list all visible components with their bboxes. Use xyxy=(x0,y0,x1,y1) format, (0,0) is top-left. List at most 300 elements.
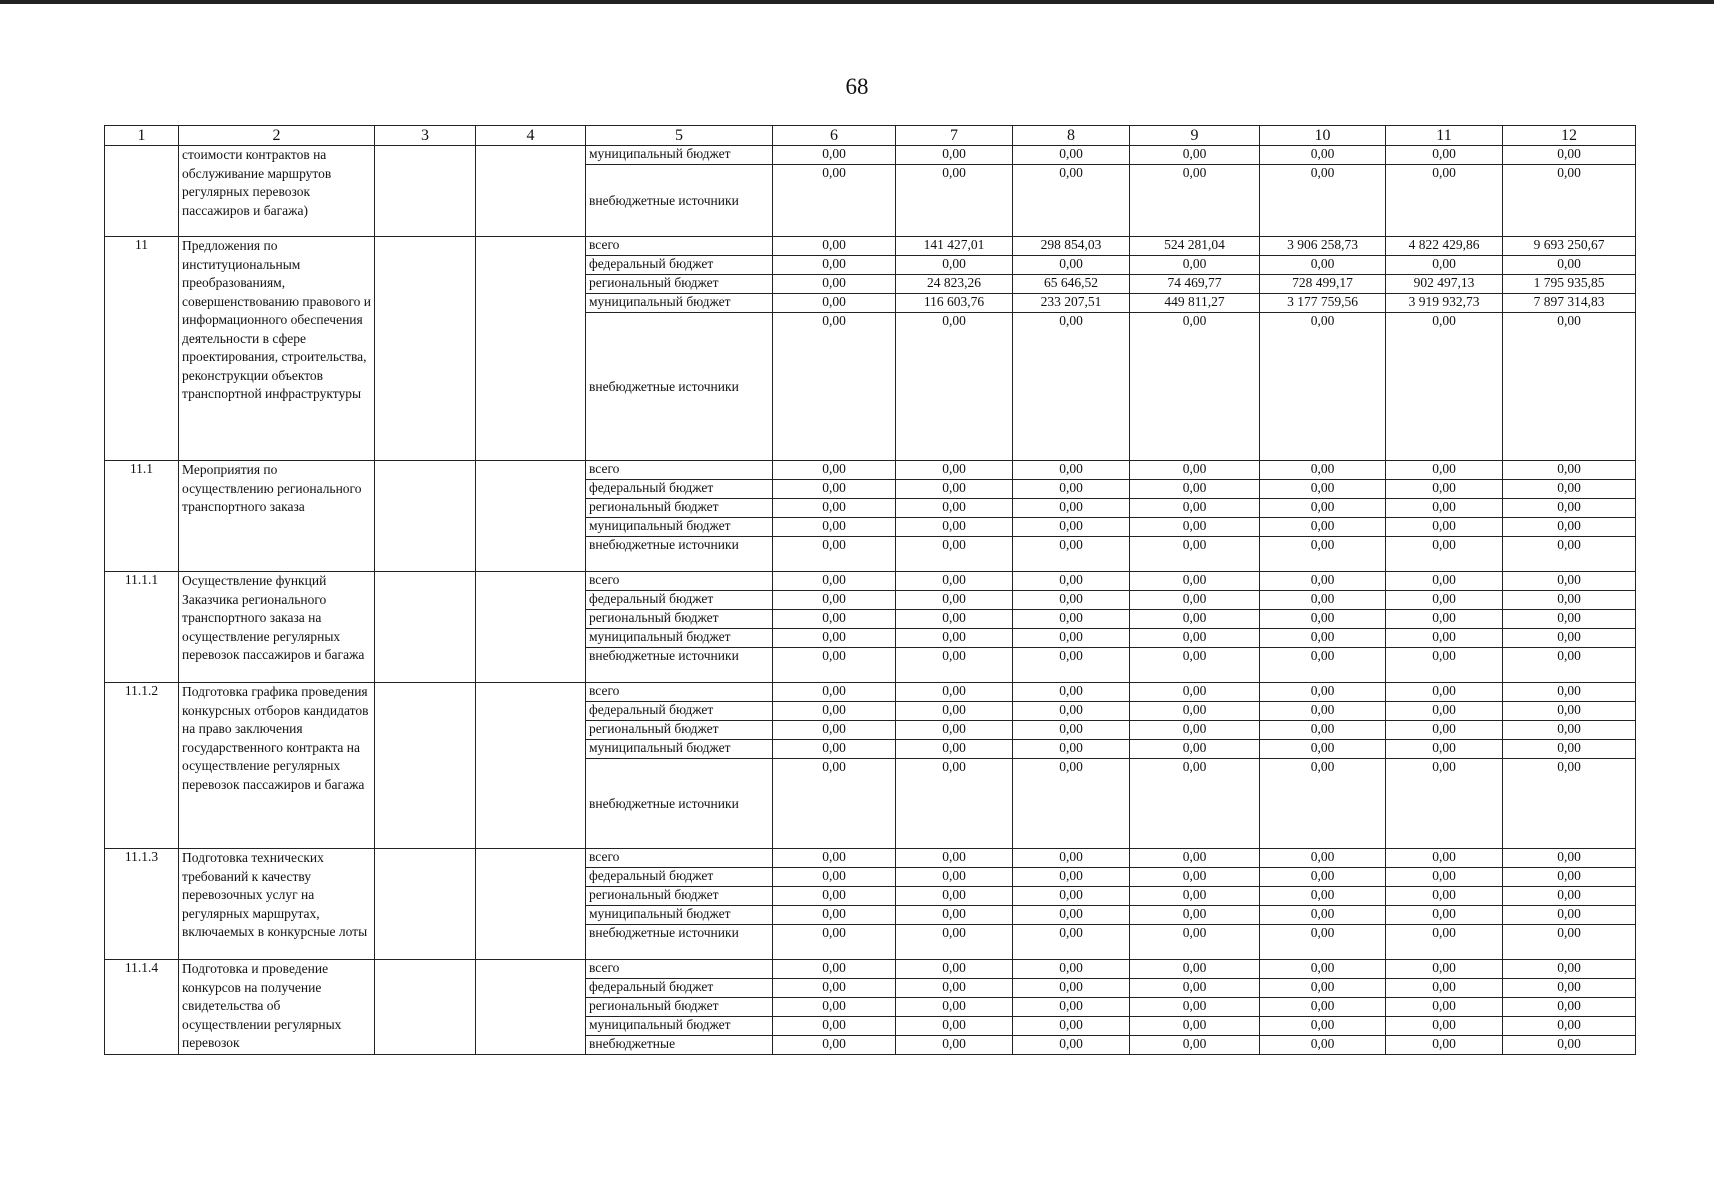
value-cell: 0,00 xyxy=(1386,313,1503,461)
value-cell: 0,00 xyxy=(896,313,1013,461)
value-cell: 0,00 xyxy=(896,868,1013,887)
funding-source: всего xyxy=(586,683,773,702)
value-cell: 0,00 xyxy=(773,275,896,294)
value-cell: 0,00 xyxy=(1130,721,1260,740)
value-cell: 0,00 xyxy=(1013,979,1130,998)
value-cell: 0,00 xyxy=(1260,480,1386,499)
value-cell: 0,00 xyxy=(1503,537,1636,572)
value-cell: 0,00 xyxy=(1013,461,1130,480)
value-cell: 0,00 xyxy=(1130,146,1260,165)
funding-source: муниципальный бюджет xyxy=(586,629,773,648)
value-cell: 0,00 xyxy=(1386,610,1503,629)
value-cell: 0,00 xyxy=(1260,165,1386,237)
value-cell: 0,00 xyxy=(1503,499,1636,518)
value-cell: 0,00 xyxy=(1130,868,1260,887)
item-number: 11.1.1 xyxy=(105,572,179,683)
value-cell: 0,00 xyxy=(773,849,896,868)
value-cell: 0,00 xyxy=(1503,518,1636,537)
value-cell: 0,00 xyxy=(896,960,1013,979)
value-cell: 3 177 759,56 xyxy=(1260,294,1386,313)
value-cell: 0,00 xyxy=(896,759,1013,849)
value-cell: 0,00 xyxy=(1130,165,1260,237)
value-cell: 0,00 xyxy=(1260,537,1386,572)
funding-source: региональный бюджет xyxy=(586,998,773,1017)
value-cell: 0,00 xyxy=(1260,925,1386,960)
value-cell: 0,00 xyxy=(1013,480,1130,499)
value-cell: 0,00 xyxy=(1503,313,1636,461)
value-cell: 0,00 xyxy=(773,294,896,313)
table-row xyxy=(105,960,1636,979)
value-cell: 0,00 xyxy=(1260,906,1386,925)
column-3-cell xyxy=(375,572,476,683)
value-cell: 0,00 xyxy=(896,740,1013,759)
value-cell: 449 811,27 xyxy=(1130,294,1260,313)
value-cell: 0,00 xyxy=(1013,1036,1130,1055)
value-cell: 0,00 xyxy=(896,256,1013,275)
value-cell: 0,00 xyxy=(1386,960,1503,979)
value-cell: 0,00 xyxy=(1503,740,1636,759)
funding-source: федеральный бюджет xyxy=(586,591,773,610)
value-cell: 0,00 xyxy=(1503,721,1636,740)
value-cell: 0,00 xyxy=(1013,925,1130,960)
funding-source: муниципальный бюджет xyxy=(586,518,773,537)
value-cell: 0,00 xyxy=(1386,480,1503,499)
column-header: 3 xyxy=(375,126,476,146)
column-header: 10 xyxy=(1260,126,1386,146)
value-cell: 0,00 xyxy=(1503,759,1636,849)
value-cell: 0,00 xyxy=(1503,960,1636,979)
column-header: 8 xyxy=(1013,126,1130,146)
value-cell: 0,00 xyxy=(1013,868,1130,887)
value-cell: 0,00 xyxy=(1130,887,1260,906)
value-cell: 0,00 xyxy=(896,146,1013,165)
value-cell: 0,00 xyxy=(1130,256,1260,275)
value-cell: 0,00 xyxy=(1013,1017,1130,1036)
value-cell: 0,00 xyxy=(773,998,896,1017)
value-cell: 0,00 xyxy=(1130,702,1260,721)
item-name: Подготовка графика проведения конкурсных отборов кандидатов на право заключения государственного контракта на осуществление регулярных перевозок пассажиров и багажа xyxy=(179,683,375,849)
table-row xyxy=(105,849,1636,868)
value-cell: 0,00 xyxy=(896,591,1013,610)
value-cell: 141 427,01 xyxy=(896,237,1013,256)
column-header: 7 xyxy=(896,126,1013,146)
value-cell: 0,00 xyxy=(1260,610,1386,629)
value-cell: 0,00 xyxy=(1013,572,1130,591)
table-row xyxy=(105,572,1636,591)
value-cell: 0,00 xyxy=(773,759,896,849)
value-cell: 0,00 xyxy=(1503,1036,1636,1055)
column-3-cell xyxy=(375,146,476,237)
value-cell: 0,00 xyxy=(1386,906,1503,925)
value-cell: 0,00 xyxy=(1260,721,1386,740)
value-cell: 0,00 xyxy=(1260,591,1386,610)
value-cell: 0,00 xyxy=(773,499,896,518)
item-name: Мероприятия по осуществлению регионального транспортного заказа xyxy=(179,461,375,572)
value-cell: 0,00 xyxy=(1386,849,1503,868)
value-cell: 0,00 xyxy=(1260,461,1386,480)
value-cell: 0,00 xyxy=(896,998,1013,1017)
value-cell: 0,00 xyxy=(1130,849,1260,868)
value-cell: 0,00 xyxy=(896,906,1013,925)
value-cell: 0,00 xyxy=(1260,868,1386,887)
value-cell: 0,00 xyxy=(1130,759,1260,849)
funding-source: внебюджетные источники xyxy=(586,537,773,572)
value-cell: 9 693 250,67 xyxy=(1503,237,1636,256)
item-number: 11.1.2 xyxy=(105,683,179,849)
funding-source: внебюджетные источники xyxy=(586,165,773,237)
value-cell: 0,00 xyxy=(1386,629,1503,648)
value-cell: 0,00 xyxy=(1260,740,1386,759)
column-4-cell xyxy=(476,461,586,572)
value-cell: 0,00 xyxy=(1503,998,1636,1017)
funding-source: всего xyxy=(586,461,773,480)
funding-source: муниципальный бюджет xyxy=(586,294,773,313)
value-cell: 0,00 xyxy=(773,1017,896,1036)
value-cell: 0,00 xyxy=(773,537,896,572)
value-cell: 0,00 xyxy=(896,499,1013,518)
column-3-cell xyxy=(375,461,476,572)
value-cell: 0,00 xyxy=(1386,998,1503,1017)
column-header: 1 xyxy=(105,126,179,146)
item-number: 11.1 xyxy=(105,461,179,572)
column-4-cell xyxy=(476,960,586,1055)
value-cell: 0,00 xyxy=(1260,1017,1386,1036)
value-cell: 0,00 xyxy=(773,146,896,165)
column-4-cell xyxy=(476,146,586,237)
value-cell: 0,00 xyxy=(1386,1036,1503,1055)
value-cell: 0,00 xyxy=(1260,629,1386,648)
value-cell: 0,00 xyxy=(1503,629,1636,648)
value-cell: 0,00 xyxy=(1013,499,1130,518)
value-cell: 1 795 935,85 xyxy=(1503,275,1636,294)
value-cell: 0,00 xyxy=(1386,572,1503,591)
value-cell: 0,00 xyxy=(773,925,896,960)
value-cell: 0,00 xyxy=(896,629,1013,648)
column-3-cell xyxy=(375,237,476,461)
value-cell: 0,00 xyxy=(773,629,896,648)
value-cell: 0,00 xyxy=(896,165,1013,237)
funding-source: всего xyxy=(586,572,773,591)
funding-source: федеральный бюджет xyxy=(586,979,773,998)
value-cell: 0,00 xyxy=(1386,648,1503,683)
value-cell: 0,00 xyxy=(896,1036,1013,1055)
value-cell: 0,00 xyxy=(773,256,896,275)
value-cell: 0,00 xyxy=(1130,518,1260,537)
value-cell: 524 281,04 xyxy=(1130,237,1260,256)
value-cell: 0,00 xyxy=(1503,256,1636,275)
value-cell: 0,00 xyxy=(773,518,896,537)
value-cell: 116 603,76 xyxy=(896,294,1013,313)
value-cell: 0,00 xyxy=(773,740,896,759)
value-cell: 3 919 932,73 xyxy=(1386,294,1503,313)
value-cell: 0,00 xyxy=(1130,683,1260,702)
value-cell: 0,00 xyxy=(1386,740,1503,759)
value-cell: 0,00 xyxy=(896,721,1013,740)
value-cell: 0,00 xyxy=(1013,648,1130,683)
value-cell: 0,00 xyxy=(1130,629,1260,648)
value-cell: 0,00 xyxy=(773,461,896,480)
value-cell: 0,00 xyxy=(896,518,1013,537)
value-cell: 0,00 xyxy=(1503,146,1636,165)
value-cell: 0,00 xyxy=(1013,537,1130,572)
value-cell: 0,00 xyxy=(1386,256,1503,275)
value-cell: 0,00 xyxy=(1130,740,1260,759)
item-number: 11.1.4 xyxy=(105,960,179,1055)
value-cell: 0,00 xyxy=(896,979,1013,998)
value-cell: 0,00 xyxy=(1130,313,1260,461)
value-cell: 0,00 xyxy=(1130,610,1260,629)
value-cell: 0,00 xyxy=(1130,461,1260,480)
value-cell: 902 497,13 xyxy=(1386,275,1503,294)
value-cell: 0,00 xyxy=(1503,1017,1636,1036)
item-number xyxy=(105,146,179,237)
item-name: Подготовка и проведение конкурсов на получение свидетельства об осуществлении регулярных перевозок xyxy=(179,960,375,1055)
value-cell: 0,00 xyxy=(896,1017,1013,1036)
funding-source: муниципальный бюджет xyxy=(586,146,773,165)
value-cell: 0,00 xyxy=(1386,702,1503,721)
value-cell: 0,00 xyxy=(1130,499,1260,518)
value-cell: 0,00 xyxy=(896,610,1013,629)
value-cell: 0,00 xyxy=(1503,702,1636,721)
value-cell: 0,00 xyxy=(1386,518,1503,537)
value-cell: 0,00 xyxy=(773,702,896,721)
value-cell: 0,00 xyxy=(1260,313,1386,461)
value-cell: 0,00 xyxy=(1260,759,1386,849)
value-cell: 0,00 xyxy=(1503,591,1636,610)
value-cell: 0,00 xyxy=(1013,906,1130,925)
value-cell: 0,00 xyxy=(1386,1017,1503,1036)
funding-source: всего xyxy=(586,960,773,979)
funding-source: всего xyxy=(586,849,773,868)
column-header: 11 xyxy=(1386,126,1503,146)
value-cell: 0,00 xyxy=(773,721,896,740)
item-name: Предложения по институциональным преобразованиям, совершенствованию правового и информационного обеспечения деятельности в сфере проектирования, строительства, реконструкции объектов транспортной инфраструктуры xyxy=(179,237,375,461)
funding-source: муниципальный бюджет xyxy=(586,740,773,759)
value-cell: 0,00 xyxy=(1130,648,1260,683)
value-cell: 0,00 xyxy=(1013,165,1130,237)
value-cell: 0,00 xyxy=(1013,629,1130,648)
value-cell: 0,00 xyxy=(773,313,896,461)
value-cell: 0,00 xyxy=(1013,887,1130,906)
column-4-cell xyxy=(476,572,586,683)
value-cell: 0,00 xyxy=(1260,648,1386,683)
value-cell: 0,00 xyxy=(773,1036,896,1055)
value-cell: 0,00 xyxy=(896,648,1013,683)
value-cell: 0,00 xyxy=(1130,572,1260,591)
value-cell: 0,00 xyxy=(1386,146,1503,165)
funding-source: внебюджетные источники xyxy=(586,759,773,849)
value-cell: 0,00 xyxy=(1013,702,1130,721)
value-cell: 0,00 xyxy=(896,572,1013,591)
value-cell: 0,00 xyxy=(1503,165,1636,237)
funding-source: всего xyxy=(586,237,773,256)
value-cell: 0,00 xyxy=(1013,610,1130,629)
value-cell: 0,00 xyxy=(1503,610,1636,629)
value-cell: 0,00 xyxy=(1130,1017,1260,1036)
value-cell: 3 906 258,73 xyxy=(1260,237,1386,256)
column-3-cell xyxy=(375,960,476,1055)
column-header: 6 xyxy=(773,126,896,146)
budget-table xyxy=(104,125,1636,1055)
item-number: 11 xyxy=(105,237,179,461)
value-cell: 0,00 xyxy=(1130,960,1260,979)
item-name: Осуществление функций Заказчика регионального транспортного заказа на осуществление регулярных перевозок пассажиров и багажа xyxy=(179,572,375,683)
funding-source: муниципальный бюджет xyxy=(586,1017,773,1036)
column-number-row xyxy=(105,126,1636,146)
funding-source: внебюджетные источники xyxy=(586,313,773,461)
value-cell: 0,00 xyxy=(1386,925,1503,960)
value-cell: 0,00 xyxy=(773,887,896,906)
value-cell: 0,00 xyxy=(1503,868,1636,887)
funding-source: региональный бюджет xyxy=(586,499,773,518)
value-cell: 0,00 xyxy=(1386,165,1503,237)
value-cell: 0,00 xyxy=(896,480,1013,499)
value-cell: 0,00 xyxy=(896,702,1013,721)
value-cell: 0,00 xyxy=(1503,849,1636,868)
value-cell: 0,00 xyxy=(773,648,896,683)
value-cell: 0,00 xyxy=(896,849,1013,868)
column-header: 4 xyxy=(476,126,586,146)
value-cell: 0,00 xyxy=(1503,979,1636,998)
value-cell: 0,00 xyxy=(1503,906,1636,925)
funding-source: внебюджетные источники xyxy=(586,648,773,683)
value-cell: 0,00 xyxy=(1503,683,1636,702)
value-cell: 0,00 xyxy=(1130,1036,1260,1055)
value-cell: 0,00 xyxy=(1260,499,1386,518)
value-cell: 0,00 xyxy=(1260,518,1386,537)
value-cell: 0,00 xyxy=(1386,979,1503,998)
value-cell: 0,00 xyxy=(773,480,896,499)
value-cell: 0,00 xyxy=(1013,721,1130,740)
value-cell: 0,00 xyxy=(1260,572,1386,591)
value-cell: 0,00 xyxy=(1260,256,1386,275)
value-cell: 0,00 xyxy=(1013,256,1130,275)
funding-source: региональный бюджет xyxy=(586,887,773,906)
value-cell: 0,00 xyxy=(1013,518,1130,537)
value-cell: 0,00 xyxy=(1386,868,1503,887)
column-header: 5 xyxy=(586,126,773,146)
value-cell: 0,00 xyxy=(1013,960,1130,979)
value-cell: 0,00 xyxy=(1013,740,1130,759)
value-cell: 0,00 xyxy=(1013,849,1130,868)
table-row xyxy=(105,146,1636,165)
value-cell: 24 823,26 xyxy=(896,275,1013,294)
value-cell: 0,00 xyxy=(1503,480,1636,499)
funding-source: внебюджетные источники xyxy=(586,925,773,960)
value-cell: 0,00 xyxy=(1386,461,1503,480)
value-cell: 0,00 xyxy=(773,868,896,887)
value-cell: 0,00 xyxy=(773,165,896,237)
value-cell: 0,00 xyxy=(1130,537,1260,572)
value-cell: 0,00 xyxy=(1013,591,1130,610)
table-row xyxy=(105,683,1636,702)
value-cell: 0,00 xyxy=(1503,572,1636,591)
top-rule xyxy=(0,0,1714,4)
value-cell: 65 646,52 xyxy=(1013,275,1130,294)
funding-source: федеральный бюджет xyxy=(586,868,773,887)
table-body xyxy=(105,146,1636,1055)
value-cell: 0,00 xyxy=(1013,759,1130,849)
funding-source: внебюджетные xyxy=(586,1036,773,1055)
value-cell: 0,00 xyxy=(896,683,1013,702)
value-cell: 0,00 xyxy=(1130,979,1260,998)
value-cell: 0,00 xyxy=(1260,683,1386,702)
value-cell: 0,00 xyxy=(773,610,896,629)
column-header: 12 xyxy=(1503,126,1636,146)
value-cell: 0,00 xyxy=(1130,591,1260,610)
funding-source: федеральный бюджет xyxy=(586,480,773,499)
funding-source: муниципальный бюджет xyxy=(586,906,773,925)
value-cell: 0,00 xyxy=(1260,702,1386,721)
value-cell: 4 822 429,86 xyxy=(1386,237,1503,256)
value-cell: 0,00 xyxy=(1130,998,1260,1017)
value-cell: 0,00 xyxy=(1386,537,1503,572)
value-cell: 0,00 xyxy=(1013,313,1130,461)
value-cell: 298 854,03 xyxy=(1013,237,1130,256)
value-cell: 0,00 xyxy=(1260,849,1386,868)
column-header: 9 xyxy=(1130,126,1260,146)
page-number: 68 xyxy=(845,74,869,99)
value-cell: 7 897 314,83 xyxy=(1503,294,1636,313)
value-cell: 0,00 xyxy=(896,461,1013,480)
table-row xyxy=(105,237,1636,256)
value-cell: 0,00 xyxy=(1503,925,1636,960)
value-cell: 728 499,17 xyxy=(1260,275,1386,294)
value-cell: 0,00 xyxy=(1260,887,1386,906)
value-cell: 0,00 xyxy=(1386,591,1503,610)
value-cell: 0,00 xyxy=(1503,887,1636,906)
value-cell: 233 207,51 xyxy=(1013,294,1130,313)
value-cell: 0,00 xyxy=(773,572,896,591)
funding-source: региональный бюджет xyxy=(586,610,773,629)
value-cell: 0,00 xyxy=(773,683,896,702)
value-cell: 0,00 xyxy=(773,906,896,925)
value-cell: 0,00 xyxy=(1130,925,1260,960)
column-4-cell xyxy=(476,683,586,849)
funding-source: федеральный бюджет xyxy=(586,702,773,721)
value-cell: 0,00 xyxy=(773,591,896,610)
value-cell: 0,00 xyxy=(896,537,1013,572)
column-3-cell xyxy=(375,849,476,960)
column-4-cell xyxy=(476,237,586,461)
value-cell: 0,00 xyxy=(896,925,1013,960)
value-cell: 0,00 xyxy=(1503,648,1636,683)
value-cell: 0,00 xyxy=(1386,759,1503,849)
column-4-cell xyxy=(476,849,586,960)
item-number: 11.1.3 xyxy=(105,849,179,960)
item-name: Подготовка технических требований к качеству перевозочных услуг на регулярных маршрутах, включаемых в конкурсные лоты xyxy=(179,849,375,960)
funding-source: федеральный бюджет xyxy=(586,256,773,275)
value-cell: 0,00 xyxy=(1386,721,1503,740)
value-cell: 0,00 xyxy=(1260,998,1386,1017)
value-cell: 0,00 xyxy=(773,979,896,998)
funding-source: региональный бюджет xyxy=(586,275,773,294)
table-row xyxy=(105,461,1636,480)
value-cell: 0,00 xyxy=(1503,461,1636,480)
funding-source: региональный бюджет xyxy=(586,721,773,740)
value-cell: 0,00 xyxy=(1386,887,1503,906)
value-cell: 0,00 xyxy=(1260,1036,1386,1055)
value-cell: 0,00 xyxy=(1260,960,1386,979)
value-cell: 0,00 xyxy=(1386,499,1503,518)
value-cell: 0,00 xyxy=(1013,146,1130,165)
column-3-cell xyxy=(375,683,476,849)
value-cell: 0,00 xyxy=(1386,683,1503,702)
value-cell: 0,00 xyxy=(1013,683,1130,702)
value-cell: 0,00 xyxy=(896,887,1013,906)
value-cell: 0,00 xyxy=(773,237,896,256)
value-cell: 0,00 xyxy=(1130,906,1260,925)
